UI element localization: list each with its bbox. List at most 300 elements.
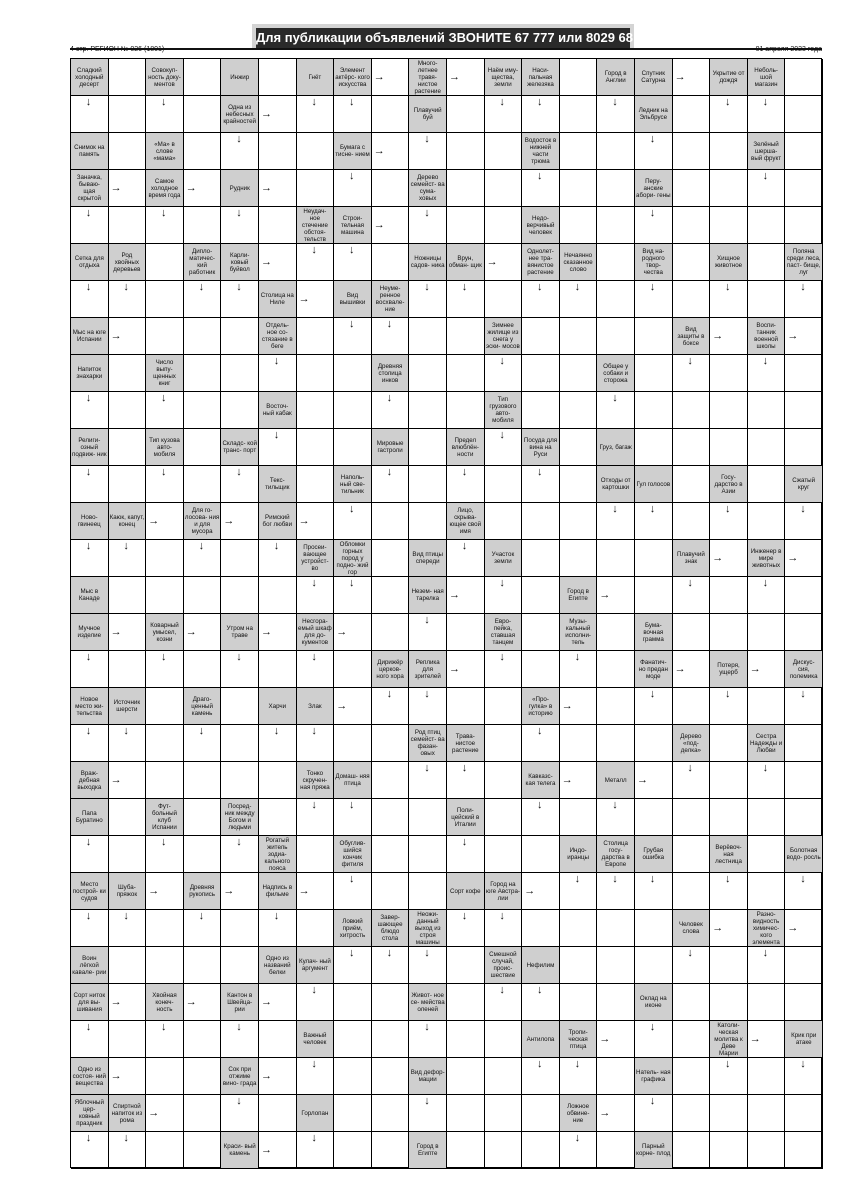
answer-cell[interactable] bbox=[635, 1021, 673, 1058]
answer-cell[interactable] bbox=[221, 725, 259, 762]
answer-cell[interactable] bbox=[673, 1021, 711, 1058]
answer-cell[interactable] bbox=[485, 1095, 523, 1132]
answer-cell[interactable] bbox=[259, 984, 297, 1021]
answer-cell[interactable] bbox=[560, 540, 598, 577]
answer-cell[interactable] bbox=[785, 688, 823, 725]
answer-cell[interactable] bbox=[560, 1058, 598, 1095]
answer-cell[interactable] bbox=[71, 540, 109, 577]
answer-cell[interactable] bbox=[109, 355, 147, 392]
answer-cell[interactable] bbox=[485, 355, 523, 392]
answer-cell[interactable] bbox=[297, 725, 335, 762]
answer-cell[interactable] bbox=[785, 540, 823, 577]
answer-cell[interactable] bbox=[184, 466, 222, 503]
answer-cell[interactable] bbox=[522, 1132, 560, 1169]
answer-cell[interactable] bbox=[710, 614, 748, 651]
answer-cell[interactable] bbox=[673, 873, 711, 910]
answer-cell[interactable] bbox=[447, 910, 485, 947]
answer-cell[interactable] bbox=[259, 762, 297, 799]
answer-cell[interactable] bbox=[184, 207, 222, 244]
answer-cell[interactable] bbox=[748, 244, 786, 281]
answer-cell[interactable] bbox=[635, 725, 673, 762]
answer-cell[interactable] bbox=[785, 1058, 823, 1095]
answer-cell[interactable] bbox=[522, 910, 560, 947]
answer-cell[interactable] bbox=[447, 1021, 485, 1058]
answer-cell[interactable] bbox=[748, 873, 786, 910]
answer-cell[interactable] bbox=[109, 1021, 147, 1058]
answer-cell[interactable] bbox=[748, 392, 786, 429]
answer-cell[interactable] bbox=[710, 947, 748, 984]
answer-cell[interactable] bbox=[297, 799, 335, 836]
answer-cell[interactable] bbox=[334, 1021, 372, 1058]
answer-cell[interactable] bbox=[221, 133, 259, 170]
answer-cell[interactable] bbox=[597, 873, 635, 910]
answer-cell[interactable] bbox=[447, 170, 485, 207]
answer-cell[interactable] bbox=[109, 429, 147, 466]
answer-cell[interactable] bbox=[673, 96, 711, 133]
answer-cell[interactable] bbox=[485, 799, 523, 836]
answer-cell[interactable] bbox=[297, 281, 335, 318]
answer-cell[interactable] bbox=[748, 355, 786, 392]
answer-cell[interactable] bbox=[673, 836, 711, 873]
answer-cell[interactable] bbox=[710, 281, 748, 318]
answer-cell[interactable] bbox=[409, 873, 447, 910]
answer-cell[interactable] bbox=[560, 873, 598, 910]
answer-cell[interactable] bbox=[522, 836, 560, 873]
answer-cell[interactable] bbox=[447, 318, 485, 355]
answer-cell[interactable] bbox=[710, 1095, 748, 1132]
answer-cell[interactable] bbox=[748, 762, 786, 799]
answer-cell[interactable] bbox=[485, 429, 523, 466]
answer-cell[interactable] bbox=[785, 577, 823, 614]
answer-cell[interactable] bbox=[372, 96, 410, 133]
answer-cell[interactable] bbox=[297, 355, 335, 392]
answer-cell[interactable] bbox=[372, 836, 410, 873]
answer-cell[interactable] bbox=[372, 725, 410, 762]
answer-cell[interactable] bbox=[785, 133, 823, 170]
answer-cell[interactable] bbox=[259, 429, 297, 466]
answer-cell[interactable] bbox=[785, 170, 823, 207]
answer-cell[interactable] bbox=[184, 1132, 222, 1169]
answer-cell[interactable] bbox=[597, 170, 635, 207]
answer-cell[interactable] bbox=[710, 318, 748, 355]
answer-cell[interactable] bbox=[710, 577, 748, 614]
answer-cell[interactable] bbox=[485, 133, 523, 170]
answer-cell[interactable] bbox=[221, 503, 259, 540]
answer-cell[interactable] bbox=[334, 96, 372, 133]
answer-cell[interactable] bbox=[785, 429, 823, 466]
answer-cell[interactable] bbox=[109, 318, 147, 355]
answer-cell[interactable] bbox=[184, 910, 222, 947]
answer-cell[interactable] bbox=[372, 984, 410, 1021]
answer-cell[interactable] bbox=[785, 392, 823, 429]
answer-cell[interactable] bbox=[259, 799, 297, 836]
answer-cell[interactable] bbox=[748, 836, 786, 873]
answer-cell[interactable] bbox=[635, 133, 673, 170]
answer-cell[interactable] bbox=[673, 281, 711, 318]
answer-cell[interactable] bbox=[146, 1132, 184, 1169]
answer-cell[interactable] bbox=[109, 762, 147, 799]
answer-cell[interactable] bbox=[297, 392, 335, 429]
answer-cell[interactable] bbox=[372, 318, 410, 355]
answer-cell[interactable] bbox=[485, 688, 523, 725]
answer-cell[interactable] bbox=[409, 1095, 447, 1132]
answer-cell[interactable] bbox=[184, 984, 222, 1021]
answer-cell[interactable] bbox=[560, 503, 598, 540]
answer-cell[interactable] bbox=[597, 133, 635, 170]
answer-cell[interactable] bbox=[673, 577, 711, 614]
answer-cell[interactable] bbox=[748, 96, 786, 133]
answer-cell[interactable] bbox=[447, 688, 485, 725]
answer-cell[interactable] bbox=[560, 133, 598, 170]
answer-cell[interactable] bbox=[259, 1058, 297, 1095]
answer-cell[interactable] bbox=[522, 392, 560, 429]
answer-cell[interactable] bbox=[748, 170, 786, 207]
answer-cell[interactable] bbox=[71, 910, 109, 947]
answer-cell[interactable] bbox=[259, 725, 297, 762]
answer-cell[interactable] bbox=[409, 429, 447, 466]
answer-cell[interactable] bbox=[109, 133, 147, 170]
answer-cell[interactable] bbox=[673, 133, 711, 170]
answer-cell[interactable] bbox=[146, 577, 184, 614]
answer-cell[interactable] bbox=[673, 207, 711, 244]
answer-cell[interactable] bbox=[597, 947, 635, 984]
answer-cell[interactable] bbox=[635, 318, 673, 355]
answer-cell[interactable] bbox=[221, 281, 259, 318]
answer-cell[interactable] bbox=[259, 540, 297, 577]
answer-cell[interactable] bbox=[485, 725, 523, 762]
answer-cell[interactable] bbox=[184, 96, 222, 133]
answer-cell[interactable] bbox=[109, 799, 147, 836]
answer-cell[interactable] bbox=[409, 133, 447, 170]
answer-cell[interactable] bbox=[597, 1095, 635, 1132]
answer-cell[interactable] bbox=[259, 1021, 297, 1058]
answer-cell[interactable] bbox=[785, 96, 823, 133]
answer-cell[interactable] bbox=[109, 651, 147, 688]
answer-cell[interactable] bbox=[597, 799, 635, 836]
answer-cell[interactable] bbox=[259, 910, 297, 947]
answer-cell[interactable] bbox=[673, 614, 711, 651]
answer-cell[interactable] bbox=[673, 429, 711, 466]
answer-cell[interactable] bbox=[146, 466, 184, 503]
answer-cell[interactable] bbox=[635, 392, 673, 429]
answer-cell[interactable] bbox=[635, 873, 673, 910]
answer-cell[interactable] bbox=[597, 96, 635, 133]
answer-cell[interactable] bbox=[597, 244, 635, 281]
answer-cell[interactable] bbox=[560, 355, 598, 392]
answer-cell[interactable] bbox=[522, 577, 560, 614]
answer-cell[interactable] bbox=[673, 244, 711, 281]
answer-cell[interactable] bbox=[184, 281, 222, 318]
answer-cell[interactable] bbox=[297, 910, 335, 947]
answer-cell[interactable] bbox=[146, 762, 184, 799]
answer-cell[interactable] bbox=[146, 910, 184, 947]
answer-cell[interactable] bbox=[522, 725, 560, 762]
answer-cell[interactable] bbox=[334, 392, 372, 429]
answer-cell[interactable] bbox=[447, 96, 485, 133]
answer-cell[interactable] bbox=[710, 762, 748, 799]
answer-cell[interactable] bbox=[71, 1021, 109, 1058]
answer-cell[interactable] bbox=[748, 947, 786, 984]
answer-cell[interactable] bbox=[597, 651, 635, 688]
answer-cell[interactable] bbox=[447, 947, 485, 984]
answer-cell[interactable] bbox=[259, 614, 297, 651]
answer-cell[interactable] bbox=[710, 503, 748, 540]
answer-cell[interactable] bbox=[597, 392, 635, 429]
answer-cell[interactable] bbox=[597, 688, 635, 725]
answer-cell[interactable] bbox=[485, 1058, 523, 1095]
answer-cell[interactable] bbox=[259, 651, 297, 688]
answer-cell[interactable] bbox=[109, 1058, 147, 1095]
answer-cell[interactable] bbox=[71, 651, 109, 688]
answer-cell[interactable] bbox=[184, 392, 222, 429]
answer-cell[interactable] bbox=[409, 207, 447, 244]
answer-cell[interactable] bbox=[71, 1132, 109, 1169]
answer-cell[interactable] bbox=[710, 1058, 748, 1095]
answer-cell[interactable] bbox=[522, 355, 560, 392]
answer-cell[interactable] bbox=[334, 577, 372, 614]
answer-cell[interactable] bbox=[710, 1132, 748, 1169]
answer-cell[interactable] bbox=[259, 207, 297, 244]
answer-cell[interactable] bbox=[635, 1095, 673, 1132]
answer-cell[interactable] bbox=[334, 614, 372, 651]
answer-cell[interactable] bbox=[334, 725, 372, 762]
answer-cell[interactable] bbox=[485, 836, 523, 873]
answer-cell[interactable] bbox=[485, 207, 523, 244]
answer-cell[interactable] bbox=[785, 984, 823, 1021]
answer-cell[interactable] bbox=[297, 651, 335, 688]
answer-cell[interactable] bbox=[673, 1095, 711, 1132]
answer-cell[interactable] bbox=[748, 207, 786, 244]
answer-cell[interactable] bbox=[109, 836, 147, 873]
answer-cell[interactable] bbox=[221, 540, 259, 577]
answer-cell[interactable] bbox=[221, 688, 259, 725]
answer-cell[interactable] bbox=[748, 1021, 786, 1058]
answer-cell[interactable] bbox=[334, 1132, 372, 1169]
answer-cell[interactable] bbox=[485, 577, 523, 614]
answer-cell[interactable] bbox=[71, 725, 109, 762]
answer-cell[interactable] bbox=[409, 947, 447, 984]
answer-cell[interactable] bbox=[146, 281, 184, 318]
answer-cell[interactable] bbox=[785, 762, 823, 799]
answer-cell[interactable] bbox=[485, 244, 523, 281]
answer-cell[interactable] bbox=[785, 1132, 823, 1169]
answer-cell[interactable] bbox=[522, 170, 560, 207]
answer-cell[interactable] bbox=[560, 392, 598, 429]
answer-cell[interactable] bbox=[710, 873, 748, 910]
answer-cell[interactable] bbox=[447, 836, 485, 873]
answer-cell[interactable] bbox=[221, 762, 259, 799]
answer-cell[interactable] bbox=[522, 281, 560, 318]
answer-cell[interactable] bbox=[109, 96, 147, 133]
answer-cell[interactable] bbox=[334, 1095, 372, 1132]
answer-cell[interactable] bbox=[221, 392, 259, 429]
answer-cell[interactable] bbox=[297, 503, 335, 540]
answer-cell[interactable] bbox=[372, 688, 410, 725]
answer-cell[interactable] bbox=[372, 1058, 410, 1095]
answer-cell[interactable] bbox=[447, 1132, 485, 1169]
answer-cell[interactable] bbox=[748, 503, 786, 540]
answer-cell[interactable] bbox=[221, 1021, 259, 1058]
answer-cell[interactable] bbox=[485, 466, 523, 503]
answer-cell[interactable] bbox=[635, 281, 673, 318]
answer-cell[interactable] bbox=[748, 651, 786, 688]
answer-cell[interactable] bbox=[597, 614, 635, 651]
answer-cell[interactable] bbox=[560, 910, 598, 947]
answer-cell[interactable] bbox=[409, 503, 447, 540]
answer-cell[interactable] bbox=[409, 281, 447, 318]
answer-cell[interactable] bbox=[560, 96, 598, 133]
answer-cell[interactable] bbox=[485, 96, 523, 133]
answer-cell[interactable] bbox=[447, 281, 485, 318]
answer-cell[interactable] bbox=[146, 392, 184, 429]
answer-cell[interactable] bbox=[522, 799, 560, 836]
answer-cell[interactable] bbox=[485, 651, 523, 688]
answer-cell[interactable] bbox=[597, 725, 635, 762]
answer-cell[interactable] bbox=[109, 614, 147, 651]
answer-cell[interactable] bbox=[259, 244, 297, 281]
answer-cell[interactable] bbox=[673, 651, 711, 688]
answer-cell[interactable] bbox=[372, 873, 410, 910]
answer-cell[interactable] bbox=[748, 688, 786, 725]
answer-cell[interactable] bbox=[297, 577, 335, 614]
answer-cell[interactable] bbox=[447, 984, 485, 1021]
answer-cell[interactable] bbox=[447, 540, 485, 577]
answer-cell[interactable] bbox=[522, 96, 560, 133]
answer-cell[interactable] bbox=[635, 762, 673, 799]
answer-cell[interactable] bbox=[334, 355, 372, 392]
answer-cell[interactable] bbox=[184, 725, 222, 762]
answer-cell[interactable] bbox=[748, 1095, 786, 1132]
answer-cell[interactable] bbox=[748, 799, 786, 836]
answer-cell[interactable] bbox=[635, 688, 673, 725]
answer-cell[interactable] bbox=[635, 355, 673, 392]
answer-cell[interactable] bbox=[146, 1058, 184, 1095]
answer-cell[interactable] bbox=[560, 318, 598, 355]
answer-cell[interactable] bbox=[522, 651, 560, 688]
answer-cell[interactable] bbox=[785, 355, 823, 392]
answer-cell[interactable] bbox=[635, 910, 673, 947]
answer-cell[interactable] bbox=[673, 503, 711, 540]
answer-cell[interactable] bbox=[184, 318, 222, 355]
answer-cell[interactable] bbox=[109, 392, 147, 429]
answer-cell[interactable] bbox=[560, 984, 598, 1021]
answer-cell[interactable] bbox=[334, 799, 372, 836]
answer-cell[interactable] bbox=[409, 688, 447, 725]
answer-cell[interactable] bbox=[409, 614, 447, 651]
answer-cell[interactable] bbox=[560, 59, 598, 96]
answer-cell[interactable] bbox=[748, 577, 786, 614]
answer-cell[interactable] bbox=[597, 984, 635, 1021]
answer-cell[interactable] bbox=[447, 577, 485, 614]
answer-cell[interactable] bbox=[560, 1132, 598, 1169]
answer-cell[interactable] bbox=[447, 133, 485, 170]
answer-cell[interactable] bbox=[372, 466, 410, 503]
answer-cell[interactable] bbox=[109, 59, 147, 96]
answer-cell[interactable] bbox=[673, 947, 711, 984]
answer-cell[interactable] bbox=[372, 59, 410, 96]
answer-cell[interactable] bbox=[71, 281, 109, 318]
answer-cell[interactable] bbox=[409, 355, 447, 392]
answer-cell[interactable] bbox=[785, 1095, 823, 1132]
answer-cell[interactable] bbox=[334, 984, 372, 1021]
answer-cell[interactable] bbox=[560, 170, 598, 207]
answer-cell[interactable] bbox=[447, 1095, 485, 1132]
answer-cell[interactable] bbox=[447, 762, 485, 799]
answer-cell[interactable] bbox=[221, 355, 259, 392]
answer-cell[interactable] bbox=[184, 651, 222, 688]
answer-cell[interactable] bbox=[560, 651, 598, 688]
answer-cell[interactable] bbox=[259, 59, 297, 96]
answer-cell[interactable] bbox=[221, 466, 259, 503]
answer-cell[interactable] bbox=[334, 873, 372, 910]
answer-cell[interactable] bbox=[409, 836, 447, 873]
answer-cell[interactable] bbox=[297, 1132, 335, 1169]
answer-cell[interactable] bbox=[184, 1095, 222, 1132]
answer-cell[interactable] bbox=[372, 133, 410, 170]
answer-cell[interactable] bbox=[372, 392, 410, 429]
answer-cell[interactable] bbox=[184, 836, 222, 873]
answer-cell[interactable] bbox=[447, 614, 485, 651]
answer-cell[interactable] bbox=[673, 392, 711, 429]
answer-cell[interactable] bbox=[710, 170, 748, 207]
answer-cell[interactable] bbox=[334, 947, 372, 984]
answer-cell[interactable] bbox=[522, 1058, 560, 1095]
answer-cell[interactable] bbox=[184, 59, 222, 96]
answer-cell[interactable] bbox=[109, 540, 147, 577]
answer-cell[interactable] bbox=[710, 688, 748, 725]
answer-cell[interactable] bbox=[560, 725, 598, 762]
answer-cell[interactable] bbox=[184, 577, 222, 614]
answer-cell[interactable] bbox=[597, 281, 635, 318]
answer-cell[interactable] bbox=[447, 466, 485, 503]
answer-cell[interactable] bbox=[372, 540, 410, 577]
answer-cell[interactable] bbox=[146, 651, 184, 688]
answer-cell[interactable] bbox=[372, 762, 410, 799]
answer-cell[interactable] bbox=[146, 873, 184, 910]
answer-cell[interactable] bbox=[560, 799, 598, 836]
answer-cell[interactable] bbox=[372, 1132, 410, 1169]
answer-cell[interactable] bbox=[297, 466, 335, 503]
answer-cell[interactable] bbox=[710, 355, 748, 392]
answer-cell[interactable] bbox=[597, 540, 635, 577]
answer-cell[interactable] bbox=[522, 503, 560, 540]
answer-cell[interactable] bbox=[71, 96, 109, 133]
answer-cell[interactable] bbox=[71, 392, 109, 429]
answer-cell[interactable] bbox=[522, 318, 560, 355]
answer-cell[interactable] bbox=[597, 207, 635, 244]
answer-cell[interactable] bbox=[259, 1095, 297, 1132]
answer-cell[interactable] bbox=[184, 355, 222, 392]
answer-cell[interactable] bbox=[447, 59, 485, 96]
answer-cell[interactable] bbox=[597, 1021, 635, 1058]
answer-cell[interactable] bbox=[372, 577, 410, 614]
answer-cell[interactable] bbox=[221, 910, 259, 947]
answer-cell[interactable] bbox=[748, 1132, 786, 1169]
answer-cell[interactable] bbox=[334, 170, 372, 207]
answer-cell[interactable] bbox=[785, 910, 823, 947]
answer-cell[interactable] bbox=[673, 59, 711, 96]
answer-cell[interactable] bbox=[673, 799, 711, 836]
answer-cell[interactable] bbox=[710, 799, 748, 836]
answer-cell[interactable] bbox=[109, 1132, 147, 1169]
answer-cell[interactable] bbox=[673, 466, 711, 503]
answer-cell[interactable] bbox=[259, 1132, 297, 1169]
answer-cell[interactable] bbox=[146, 96, 184, 133]
answer-cell[interactable] bbox=[109, 984, 147, 1021]
answer-cell[interactable] bbox=[184, 799, 222, 836]
answer-cell[interactable] bbox=[184, 762, 222, 799]
answer-cell[interactable] bbox=[485, 503, 523, 540]
